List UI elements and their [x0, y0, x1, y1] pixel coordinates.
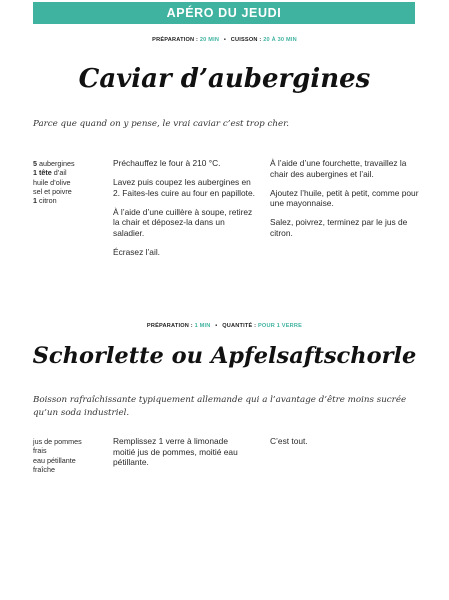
ingredient-item: sel et poivre [33, 186, 72, 196]
recipe2-title: Schorlette ou Apfelsaftschorle [32, 343, 417, 369]
step-text: À l’aide d’une cuillère à soupe, retirez la chair et déposez-la dans un saladier. [113, 206, 253, 238]
recipe2-meta [0, 323, 449, 329]
recipe2-intro: Boisson rafraîchissante typiquement allemande qui a l’avantage d’être moins sucrée qu’un soda industriel. [33, 395, 407, 418]
recipe1-steps-col2 [270, 158, 420, 247]
recipe1-title: Caviar d’aubergines [78, 64, 371, 94]
ingredient-item: huile d’olive [33, 177, 71, 187]
recipe2-steps-col2 [270, 436, 420, 455]
step-text: Préchauffez le four à 210 °C. [113, 158, 221, 168]
recipe2-steps-col1 [113, 436, 241, 476]
meta-separator: • [223, 37, 226, 43]
ingredient-item: 1 citron [33, 196, 57, 206]
recipe1-meta [0, 37, 449, 43]
ingredient-item: eau pétillante fraîche [33, 455, 76, 474]
recipe1-intro: Parce que quand on y pense, le vrai caviar c’est trop cher. [33, 119, 290, 129]
recipe2-ingredients [33, 437, 95, 474]
cook-label: CUISSON : [230, 37, 262, 43]
quantity-label: QUANTITÉ : [222, 323, 257, 329]
step-text: Lavez puis coupez les aubergines en 2. Faites-les cuire au four en papillote. [113, 177, 255, 198]
step-text: À l’aide d’une fourchette, travaillez la chair des aubergines et l’ail. [270, 158, 407, 179]
header-label: APÉRO DU JEUDI [166, 6, 282, 20]
quantity-value: POUR 1 VERRE [258, 323, 303, 329]
prep-label: PRÉPARATION : [146, 323, 193, 329]
recipe1-ingredients [33, 159, 105, 205]
step-text: Salez, poivrez, terminez par le jus de citron. [270, 217, 408, 238]
ingredient-item: 5 aubergines [33, 159, 75, 168]
step-text: Ajoutez l’huile, petit à petit, comme pour une mayonnaise. [270, 187, 419, 209]
meta-separator: • [215, 323, 218, 329]
ingredient-item: jus de pommes frais [33, 437, 82, 456]
cook-value: 20 À 30 MIN [263, 37, 297, 43]
ingredient-item: 1 tête d’ail [33, 168, 67, 178]
step-text: Remplissez 1 verre à limonade moitié jus de pommes, moitié eau pétillante. [113, 436, 238, 468]
step-text: Écrasez l’ail. [113, 247, 161, 258]
step-text: C’est tout. [270, 436, 308, 446]
prep-value: 20 MIN [199, 37, 220, 43]
prep-value: 1 MIN [194, 323, 211, 329]
prep-label: PRÉPARATION : [152, 37, 199, 43]
recipe1-steps-col1 [113, 158, 258, 266]
header-banner [33, 2, 415, 24]
